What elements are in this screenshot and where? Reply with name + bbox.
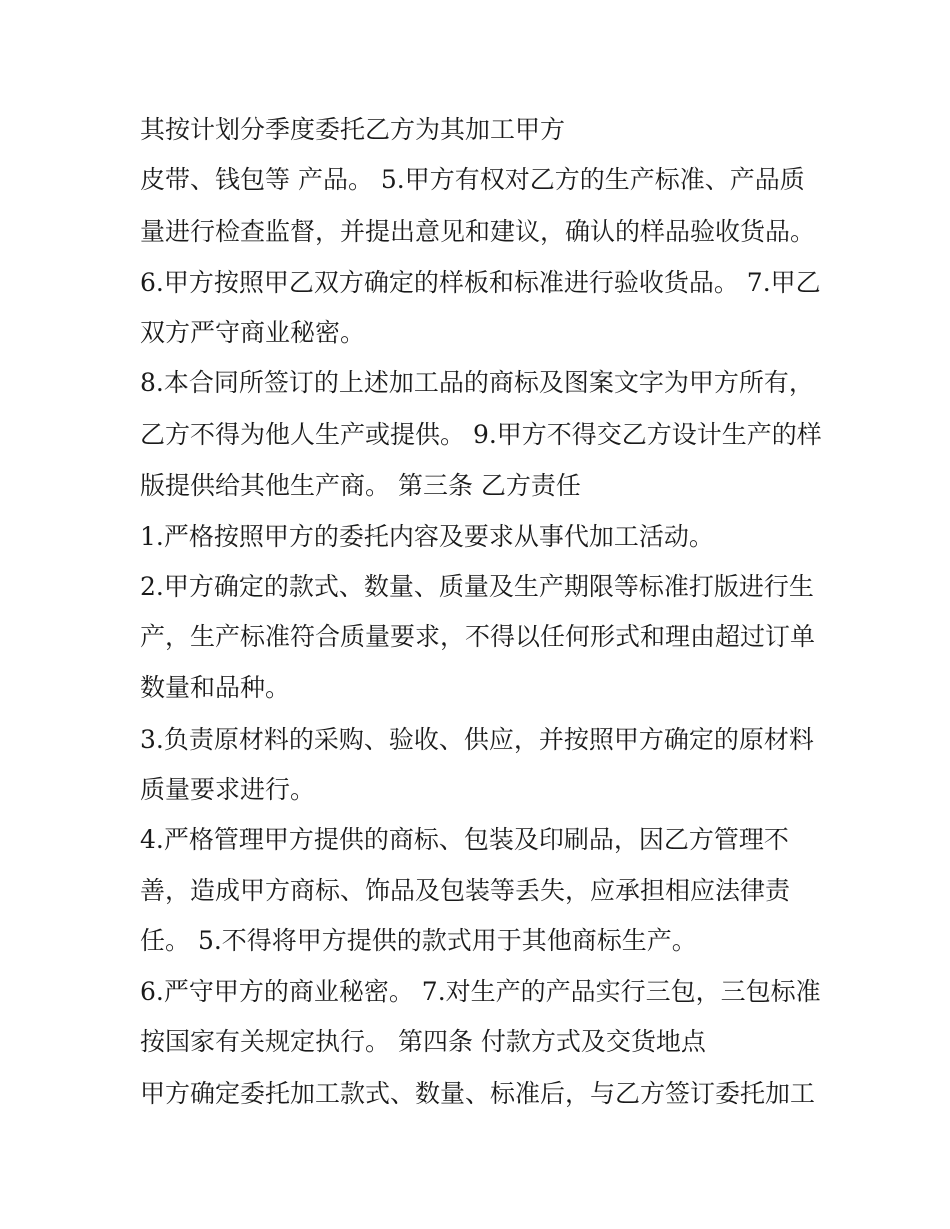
text-line: 甲方确定委托加工款式、数量、标准后，与乙方签订委托加工 — [140, 1079, 816, 1108]
section-heading-line: 版提供给其他生产商。 第三条 乙方责任 — [140, 471, 581, 500]
text-line: 双方严守商业秘密。 — [140, 318, 366, 347]
text-line: 质量要求进行。 — [140, 775, 316, 804]
text-line: 4.严格管理甲方提供的商标、包装及印刷品，因乙方管理不 — [140, 825, 789, 854]
text-line: 任。 5.不得将甲方提供的款式用于其他商标生产。 — [140, 926, 697, 955]
text-line: 2.甲方确定的款式、数量、质量及生产期限等标准打版进行生 — [140, 572, 814, 601]
text-line: 产，生产标准符合质量要求，不得以任何形式和理由超过订单 — [140, 622, 816, 651]
text-line: 量进行检查监督，并提出意见和建议，确认的样品验收货品。 — [140, 217, 816, 246]
text-line: 其按计划分季度委托乙方为其加工甲方 — [140, 115, 566, 144]
text-line: 善，造成甲方商标、饰品及包装等丢失，应承担相应法律责 — [140, 876, 791, 905]
text-line: 数量和品种。 — [140, 673, 291, 702]
text-line: 3.负责原材料的采购、验收、供应，并按照甲方确定的原材料 — [140, 725, 814, 754]
text-line: 皮带、钱包等 产品。 5.甲方有权对乙方的生产标准、产品质 — [140, 165, 805, 194]
text-line: 乙方不得为他人生产或提供。 9.甲方不得交乙方设计生产的样 — [140, 420, 822, 449]
text-line: 8.本合同所签订的上述加工品的商标及图案文字为甲方所有， — [140, 368, 814, 397]
text-line: 6.严守甲方的商业秘密。 7.对生产的产品实行三包，三包标准 — [140, 977, 821, 1006]
text-line: 1.严格按照甲方的委托内容及要求从事代加工活动。 — [140, 522, 714, 551]
section-heading-line: 按国家有关规定执行。 第四条 付款方式及交货地点 — [140, 1027, 706, 1056]
text-line: 6.甲方按照甲乙双方确定的样板和标准进行验收货品。 7.甲乙 — [140, 268, 821, 297]
